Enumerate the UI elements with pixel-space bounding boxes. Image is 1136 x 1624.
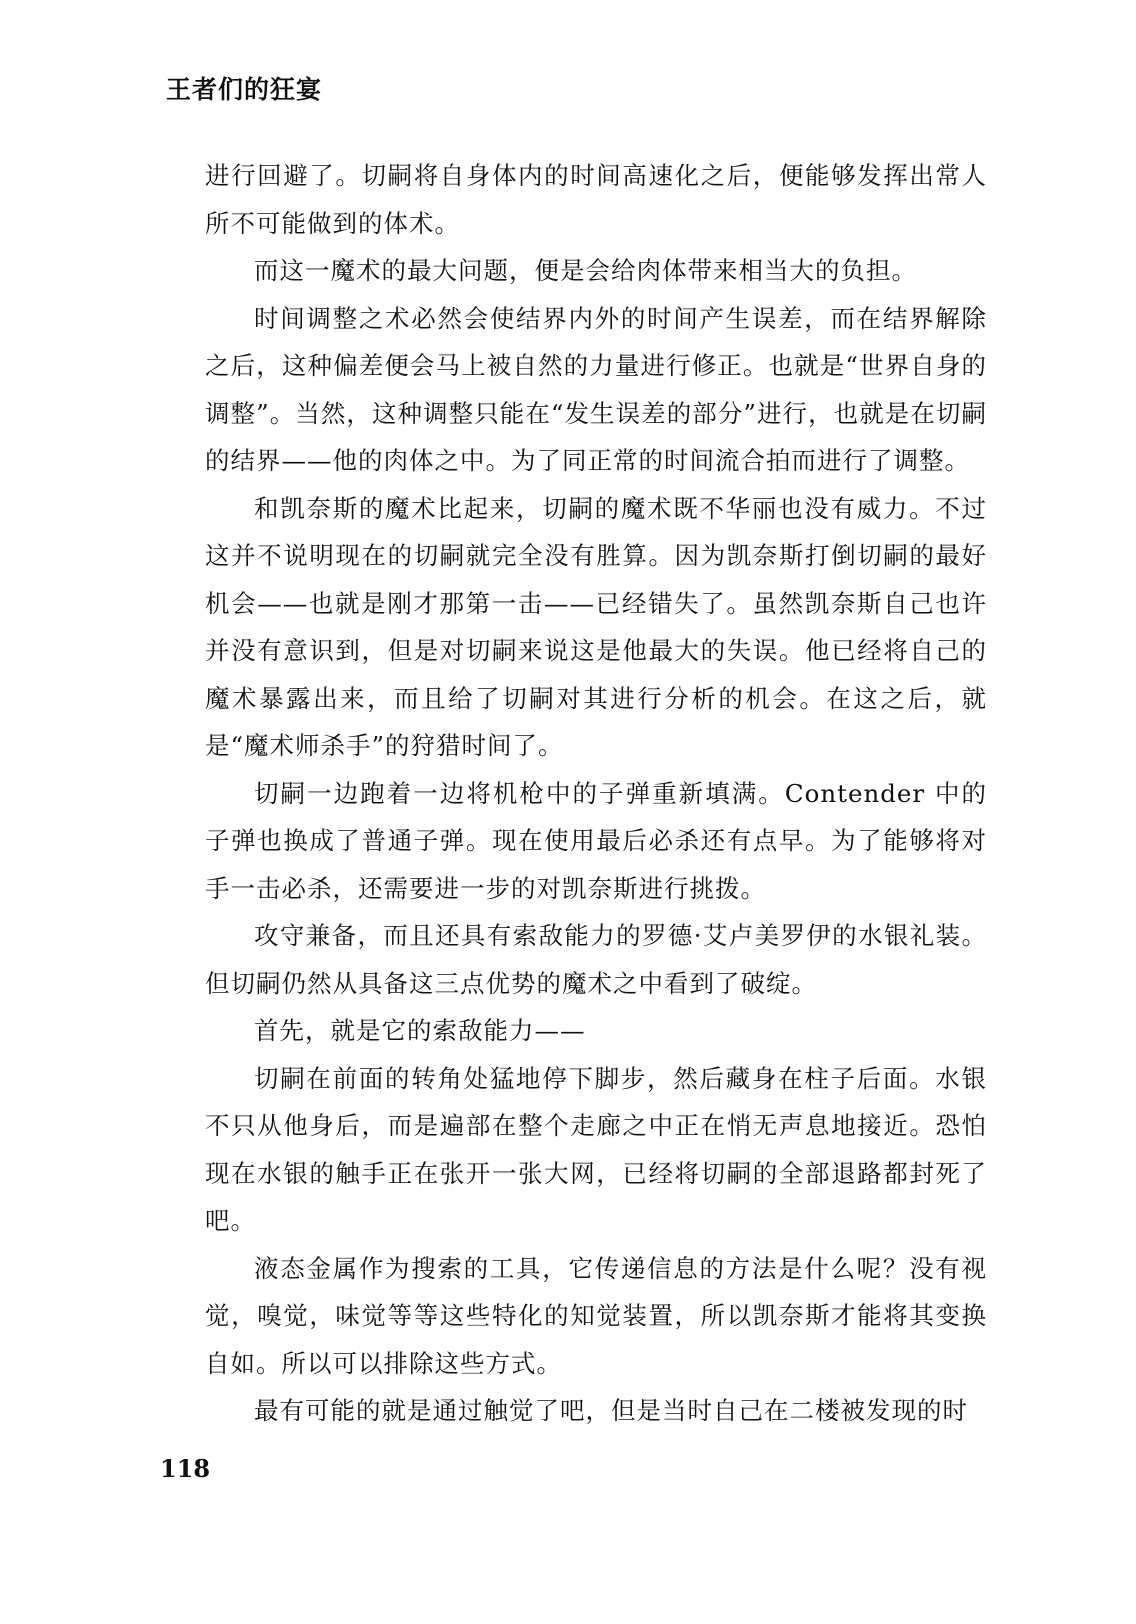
paragraph: 首先，就是它的索敌能力——	[254, 1016, 586, 1045]
paragraph: 液态金属作为搜索的工具，它传递信息的方法是什么呢？没有视觉，嗅觉，味觉等等这些特化的知觉装置，所以凯奈斯才能将其变换自如。所以可以排除这些方式。	[205, 1253, 987, 1378]
running-head-title: 王者们的狂宴	[166, 75, 323, 104]
body-text	[205, 152, 987, 1435]
paragraph: 时间调整之术必然会使结界内外的时间产生误差，而在结界解除之后，这种偏差便会马上被自然的力量进行修正。也就是“世界自身的调整”。当然，这种调整只能在“发生误差的部分”进行，也就是在切嗣的结界——他的肉体之中。为了同正常的时间流合拍而进行了调整。	[205, 303, 987, 475]
paragraph: 进行回避了。切嗣将自身体内的时间高速化之后，便能够发挥出常人所不可能做到的体术。	[205, 161, 987, 238]
paragraph: 最有可能的就是通过触觉了吧，但是当时自己在二楼被发现的时	[254, 1396, 968, 1425]
paragraph: 切嗣一边跑着一边将机枪中的子弹重新填满。Contender 中的子弹也换成了普通子弹。现在使用最后必杀还有点早。为了能够将对手一击必杀，还需要进一步的对凯奈斯进行挑拨。	[205, 778, 987, 903]
paragraph: 攻守兼备，而且还具有索敌能力的罗德·艾卢美罗伊的水银礼装。但切嗣仍然从具备这三点优势的魔术之中看到了破绽。	[205, 921, 987, 998]
paragraph: 而这一魔术的最大问题，便是会给肉体带来相当大的负担。	[254, 256, 917, 285]
paragraph: 和凯奈斯的魔术比起来，切嗣的魔术既不华丽也没有威力。不过这并不说明现在的切嗣就完全没有胜算。因为凯奈斯打倒切嗣的最好机会——也就是刚才那第一击——已经错失了。虽然凯奈斯自己也许并没有意识到，但是对切嗣来说这是他最大的失误。他已经将自己的魔术暴露出来，而且给了切嗣对其进行分析的机会。在这之后，就是“魔术师杀手”的狩猎时间了。	[205, 493, 987, 760]
page-number: 118	[160, 1454, 211, 1483]
paragraph: 切嗣在前面的转角处猛地停下脚步，然后藏身在柱子后面。水银不只从他身后，而是遍部在整个走廊之中正在悄无声息地接近。恐怕现在水银的触手正在张开一张大网，已经将切嗣的全部退路都封死了吧。	[205, 1063, 987, 1235]
